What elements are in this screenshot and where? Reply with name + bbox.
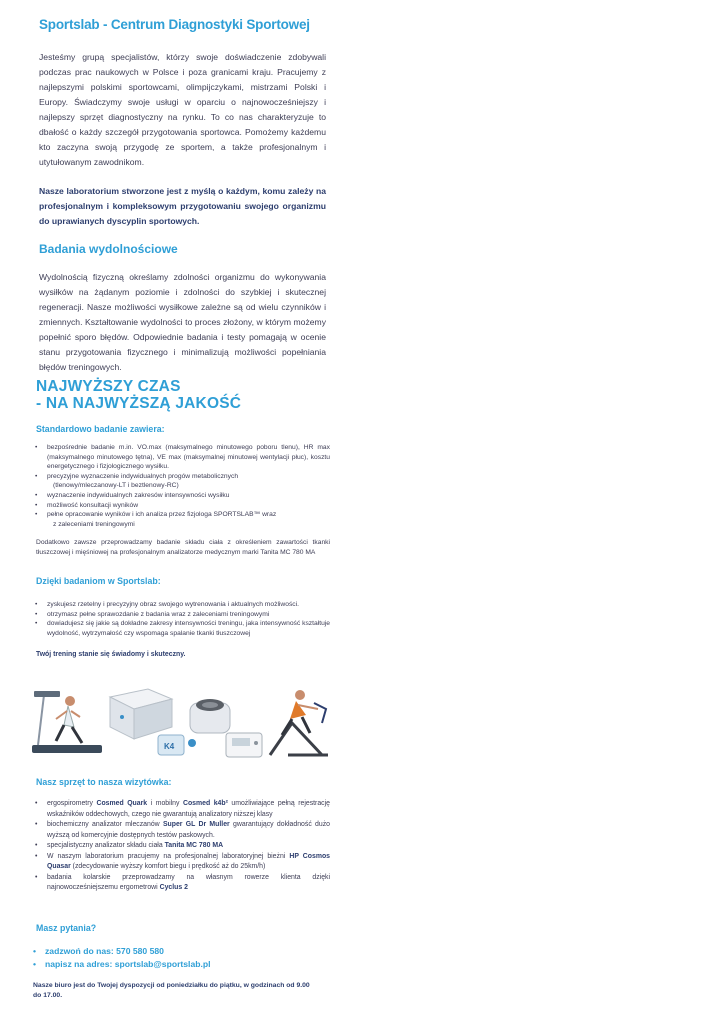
analyzer-box-photo [110, 689, 172, 739]
list-item: • zyskujesz rzetelny i precyzyjny obraz swojego wytrenowania i aktualnych możliwości. [35, 601, 299, 608]
scale-display-photo [226, 733, 262, 757]
sprzet-heading: Nasz sprzęt to nasza wizytówka: [36, 777, 172, 787]
pytania-heading: Masz pytania? [36, 923, 97, 933]
list-item: • badania kolarskie przeprowadzamy na własnym rowerze klienta dzięki najnowocześniejszemu ergometrowi Cyclus 2 [35, 873, 330, 891]
list-item: • bezpośrednie badanie m.in. VO.max (maksymalnego minutowego poboru tlenu), HR max (maksymalnego minutowego tętna), VE max (maksymalnej minutowej wentylacji płuc), kosztu energetycznego i fizjologicznego wysiłku. [35, 444, 330, 471]
k4-unit-photo [158, 735, 196, 755]
standard-heading: Standardowo badanie zawiera: [36, 424, 165, 434]
list-item: • ergospirometry Cosmed Quark i mobilny Cosmed k4b² umożliwiające pełną rejestrację wskaźników oddechowych, czego nie gwarantują analizatory niższej klasy [35, 800, 330, 818]
badania-paragraph: Wydolnością fizyczną określamy zdolności organizmu do wykonywania wysiłków na żądanym poziomie i zdolności do szybkiej i skutecznej regeneracji. Nasze możliwości wysiłkowe zależne są od wielu czynników i zmiennych. Kształtowanie wydolności to proces złożony, w którym możemy popełnić sporo błędów. Odpowiednie badania i testy pomagają w ocenie stanu przygotowania fizycznego i minimalizują możliwości popełniania błędów treningowych. [39, 272, 326, 372]
standard-list [33, 443, 330, 529]
list-item: • biochemiczny analizator mleczanów Super GL Dr Muller gwarantujący dokładność dużo wyższą od komercyjnie dostępnych testów paskowych. [35, 821, 330, 839]
list-item: • wyznaczenie indywidualnych zakresów intensywności wysiłku [35, 491, 230, 499]
cyclist-ergometer-photo [270, 690, 328, 755]
treadmill-runner-photo [32, 691, 102, 753]
slogan-line-2: - NA NAJWYŻSZĄ JAKOŚĆ [36, 395, 242, 412]
list-item: • specjalistyczny analizator składu ciała Tanita MC 780 MA [35, 842, 224, 849]
list-item: • możliwość konsultacji wyników [35, 501, 139, 509]
intro-paragraph: Jesteśmy grupą specjalistów, którzy swoje doświadczenie zdobywali podczas prac naukowych w Polsce i poza granicami kraju. Pracujemy z najlepszymi polskimi sportowcami, olimpijczykami, mistrzami Polski i Europy. Świadczymy swoje usługi w oparciu o najnowocześniejszy i najlepszy sprzęt diagnostyczny na rynku. To co nas charakteryzuje to dbałość o każdy szczegół przygotowania sportowca. Pomożemy każdemu kto zaczyna swoją przygodę ze sportem, a także profesjonalnym i utytułowanym zawodnikom. [39, 52, 326, 167]
equipment-photos [30, 683, 330, 763]
slogan-line-1: NAJWYŻSZY CZAS [36, 378, 181, 395]
contact-phone-link[interactable]: • zadzwoń do nas: 570 580 580 [33, 946, 164, 956]
lactate-analyzer-photo [190, 699, 230, 733]
badania-heading: Badania wydolnościowe [39, 242, 178, 256]
list-item: • otrzymasz pełne sprawozdanie z badania wraz z zaleceniami treningowymi [35, 610, 270, 618]
office-hours: Nasze biuro jest do Twojej dyspozycji od poniedziałku do piątku, w godzinach od 9.00 do 17.00. [33, 982, 310, 999]
standard-note: Dodatkowo zawsze przeprowadzamy badanie składu ciała z określeniem zawartości tkanki tłuszczowej i mięśniowej na profesjonalnym analizatorze medycznym marki Tanita MC 780 MA [36, 539, 330, 556]
svg-text:K4: K4 [164, 742, 175, 751]
list-item: • dowiadujesz się jakie są dokładne zakresy intensywności treningu, jaka intensywność kształtuje wydolność, wytrzymałość czy wspomaga spalanie tkanki tłuszczowej [35, 620, 330, 637]
list-item: • precyzyjne wyznaczenie indywidualnych progów metabolicznych (tlenowy/mleczanowy-LT i beztlenowy-RC) [35, 472, 239, 490]
dzieki-list [33, 600, 330, 638]
tagline: Twój trening stanie się świadomy i skuteczny. [36, 651, 186, 658]
contact-email-link[interactable]: • napisz na adres: sportslab@sportslab.pl [33, 959, 211, 969]
contact-list [33, 945, 211, 971]
list-item: • pełne opracowanie wyników i ich analiza przez fizjologa SPORTSLAB™ wraz z zaleceniami treningowymi [35, 511, 277, 528]
page-title: Sportslab - Centrum Diagnostyki Sportowej [39, 17, 310, 32]
intro-bold-paragraph: Nasze laboratorium stworzone jest z myślą o każdym, komu zależy na profesjonalnym i kompleksowym przygotowaniu swojego organizmu do uprawianych dyscyplin sportowych. [39, 186, 326, 226]
slogan [36, 378, 241, 412]
list-item: • W naszym laboratorium pracujemy na profesjonalnej laboratoryjnej bieżni HP Cosmos Quasar (zdecydowanie wyższy komfort biegu i prędkość aż do 25km/h) [35, 852, 330, 870]
sprzet-list [33, 799, 330, 894]
dzieki-heading: Dzięki badaniom w Sportslab: [36, 576, 161, 586]
